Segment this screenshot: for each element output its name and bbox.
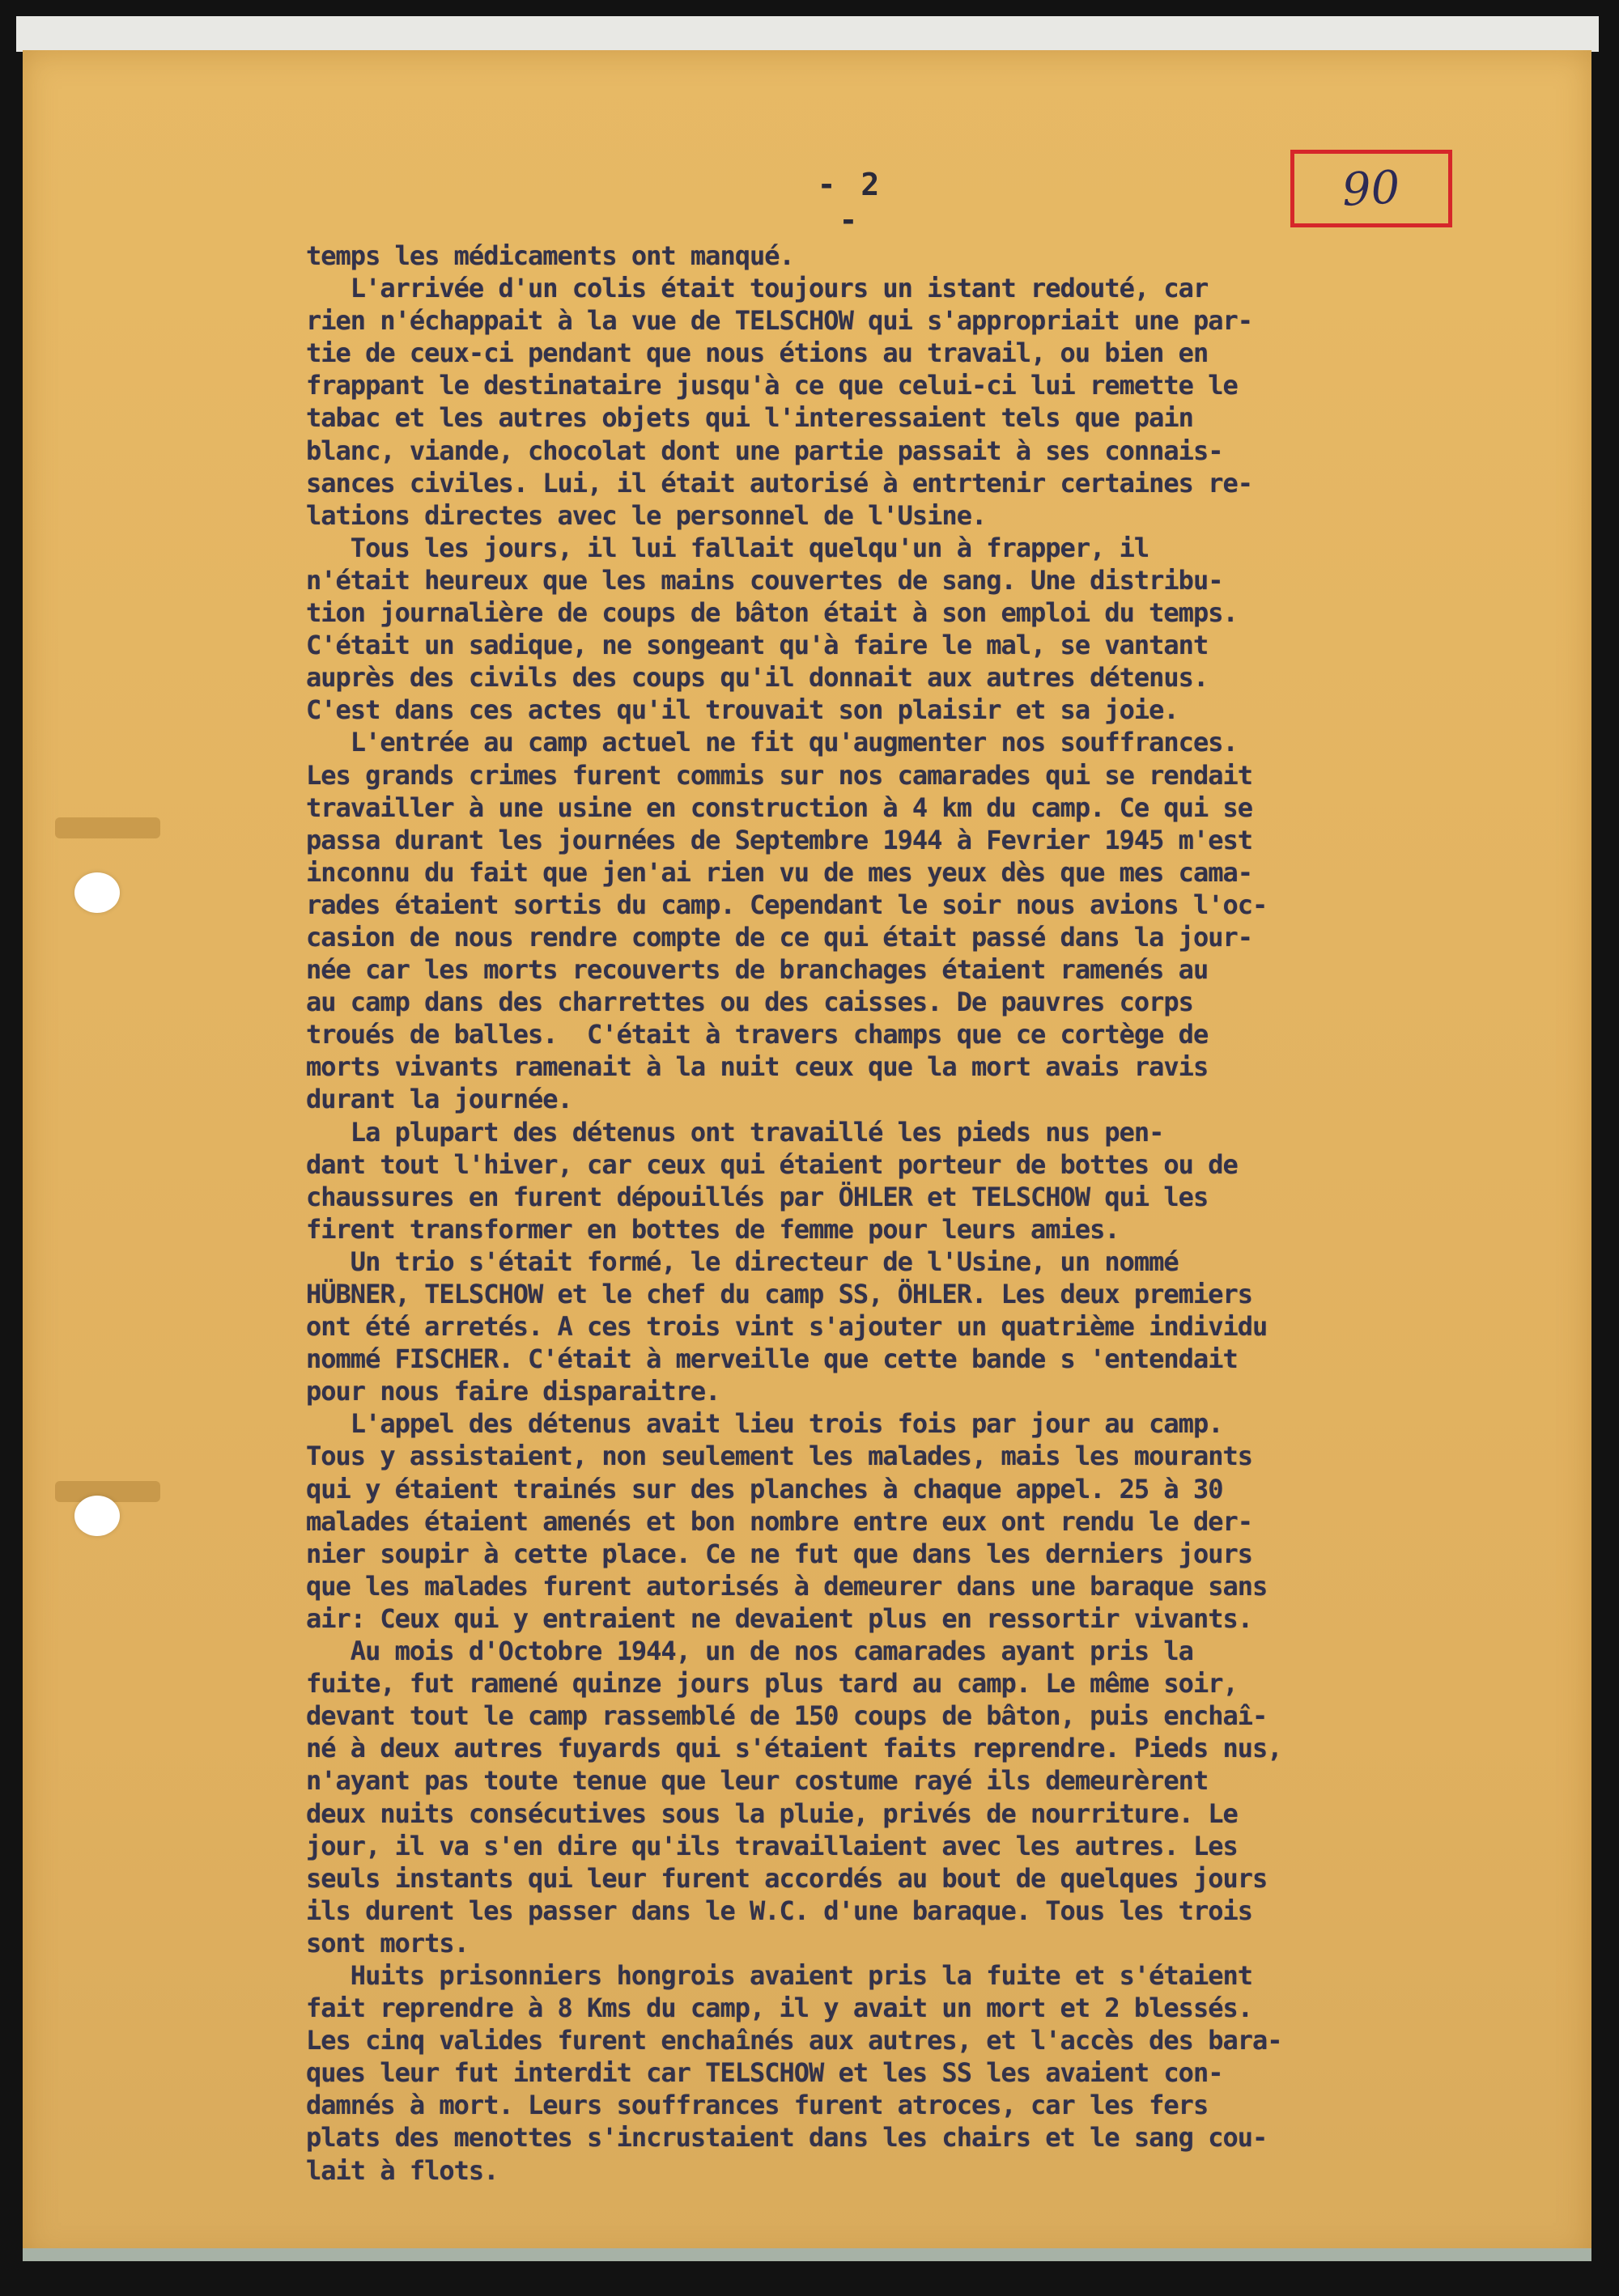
text-line: Les grands crimes furent commis sur nos camarades qui se rendait [306, 759, 1252, 791]
text-line: nommé FISCHER. C'était à merveille que cette bande s 'entendait [306, 1343, 1238, 1375]
scanner-top-band [16, 16, 1599, 52]
text-line: au camp dans des charrettes ou des caisses. De pauvres corps [306, 987, 1193, 1018]
text-line: inconnu du fait que jen'ai rien vu de mes yeux dès que mes cama- [306, 856, 1252, 888]
text-line: ques leur fut interdit car TELSCHOW et les SS les avaient con- [306, 2057, 1223, 2089]
text-line: chaussures en furent dépouillés par ÖHLER et TELSCHOW qui les [306, 1181, 1209, 1212]
scanner-bottom-strip [23, 2248, 1591, 2261]
text-line: morts vivants ramenait à la nuit ceux que la mort avais ravis [306, 1051, 1209, 1083]
text-line: frappant le destinataire jusqu'à ce que celui-ci lui remette le [306, 370, 1238, 401]
text-line: casion de nous rendre compte de ce qui était passé dans la jour- [306, 921, 1252, 953]
text-line: troués de balles. C'était à travers champs que ce cortège de [306, 1019, 1209, 1050]
text-line: sont morts. [306, 1927, 469, 1959]
paper-stain [55, 817, 160, 838]
text-line: blanc, viande, chocolat dont une partie passait à ses connais- [306, 435, 1223, 466]
text-line: lations directes avec le personnel de l'Usine. [306, 499, 987, 531]
text-line: air: Ceux qui y entraient ne devaient plus en ressortir vivants. [306, 1602, 1252, 1634]
archive-stamp-number: 90 [1341, 160, 1402, 217]
text-line: Huits prisonniers hongrois avaient pris la fuite et s'étaient [306, 1959, 1252, 1991]
text-line: Au mois d'Octobre 1944, un de nos camarades ayant pris la [306, 1636, 1193, 1667]
text-line: tabac et les autres objets qui l'interessaient tels que pain [306, 402, 1193, 434]
text-line: plats des menottes s'incrustaient dans les chairs et le sang cou- [306, 2122, 1268, 2154]
typed-body-text [306, 240, 1587, 2187]
text-line: Tous y assistaient, non seulement les malades, mais les mourants [306, 1441, 1252, 1472]
text-line: auprès des civils des coups qu'il donnait aux autres détenus. [306, 662, 1209, 694]
text-line: Un trio s'était formé, le directeur de l'Usine, un nommé [306, 1246, 1179, 1277]
text-line: Tous les jours, il lui fallait quelqu'un à frapper, il [306, 532, 1149, 563]
text-line: travailler à une usine en construction à 4 km du camp. Ce qui se [306, 792, 1252, 823]
text-line: devant tout le camp rassemblé de 150 coups de bâton, puis enchaî- [306, 1700, 1268, 1732]
text-line: L'appel des détenus avait lieu trois fois par jour au camp. [306, 1408, 1223, 1440]
page-number: - 2 - [817, 167, 883, 238]
text-line: fait reprendre à 8 Kms du camp, il y avait un mort et 2 blessés. [306, 1993, 1252, 2024]
text-line: fuite, fut ramené quinze jours plus tard au camp. Le même soir, [306, 1668, 1238, 1700]
text-line: L'arrivée d'un colis était toujours un istant redouté, car [306, 273, 1209, 304]
text-line: rien n'échappait à la vue de TELSCHOW qui s'appropriait une par- [306, 305, 1252, 337]
text-line: La plupart des détenus ont travaillé les pieds nus pen- [306, 1116, 1164, 1148]
text-line: Les cinq valides furent enchaînés aux autres, et l'accès des bara- [306, 2025, 1282, 2056]
text-line: temps les médicaments ont manqué. [306, 240, 794, 271]
text-line: rades étaient sortis du camp. Cependant le soir nous avions l'oc- [306, 889, 1268, 920]
text-line: HÜBNER, TELSCHOW et le chef du camp SS, ÖHLER. Les deux premiers [306, 1279, 1252, 1309]
punch-hole [74, 872, 120, 913]
text-line: deux nuits consécutives sous la pluie, privés de nourriture. Le [306, 1797, 1238, 1829]
text-line: dant tout l'hiver, car ceux qui étaient porteur de bottes ou de [306, 1148, 1238, 1180]
text-line: firent transformer en bottes de femme pour leurs amies. [306, 1213, 1120, 1245]
text-line: jour, il va s'en dire qu'ils travaillaient avec les autres. Les [306, 1830, 1238, 1861]
text-line: seuls instants qui leur furent accordés au bout de quelques jours [306, 1862, 1268, 1894]
text-line: C'était un sadique, ne songeant qu'à faire le mal, se vantant [306, 630, 1209, 661]
text-line: ont été arretés. A ces trois vint s'ajouter un quatrième individu [306, 1311, 1268, 1343]
text-line: né à deux autres fuyards qui s'étaient faits reprendre. Pieds nus, [306, 1733, 1282, 1764]
text-line: nier soupir à cette place. Ce ne fut que dans les derniers jours [306, 1538, 1252, 1569]
archive-stamp [1290, 150, 1452, 227]
text-line: n'était heureux que les mains couvertes de sang. Une distribu- [306, 564, 1223, 596]
text-line: ils durent les passer dans le W.C. d'une baraque. Tous les trois [306, 1895, 1252, 1926]
text-line: passa durant les journées de Septembre 1944 à Fevrier 1945 m'est [306, 824, 1252, 855]
text-line: damnés à mort. Leurs souffrances furent atroces, car les fers [306, 2090, 1209, 2121]
text-line: que les malades furent autorisés à demeurer dans une baraque sans [306, 1570, 1268, 1602]
text-line: tie de ceux-ci pendant que nous étions au travail, ou bien en [306, 337, 1209, 369]
text-line: qui y étaient trainés sur des planches à chaque appel. 25 à 30 [306, 1473, 1223, 1504]
text-line: durant la journée. [306, 1084, 572, 1115]
text-line: tion journalière de coups de bâton était à son emploi du temps. [306, 597, 1238, 629]
text-line: L'entrée au camp actuel ne fit qu'augmenter nos souffrances. [306, 727, 1238, 758]
text-line: née car les morts recouverts de branchages étaient ramenés au [306, 954, 1209, 986]
punch-hole [74, 1496, 120, 1536]
text-line: pour nous faire disparaitre. [306, 1376, 720, 1407]
text-line: lait à flots. [306, 2154, 499, 2186]
text-line: malades étaient amenés et bon nombre entre eux ont rendu le der- [306, 1505, 1252, 1537]
text-line: C'est dans ces actes qu'il trouvait son plaisir et sa joie. [306, 694, 1179, 726]
text-line: sances civiles. Lui, il était autorisé à entrtenir certaines re- [306, 467, 1252, 499]
text-line: n'ayant pas toute tenue que leur costume rayé ils demeurèrent [306, 1765, 1209, 1797]
